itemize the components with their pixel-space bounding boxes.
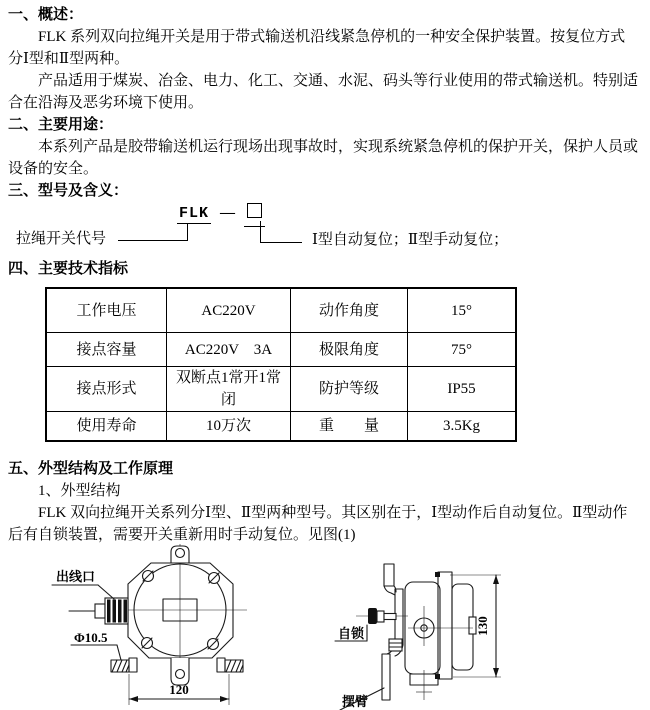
spec-cell: 75° xyxy=(408,333,517,367)
model-left-label: 拉绳开关代号 xyxy=(16,231,107,247)
spec-cell: AC220V 3A xyxy=(167,333,291,367)
lock-bolt xyxy=(389,639,402,651)
figure-1 xyxy=(8,542,638,710)
model-designation-diagram xyxy=(8,202,638,258)
model-right-label: Ⅰ型自动复位；Ⅱ型手动复位； xyxy=(312,232,509,248)
model-connector-vline-left xyxy=(187,223,188,241)
section1-paragraph1: FLK 系列双向拉绳开关是用于带式输送机沿线紧急停机的一种安全保护装置。按复位方式分Ⅰ型和Ⅱ型两种。 xyxy=(8,29,626,67)
front-view-drawing xyxy=(20,542,320,710)
section1-paragraph2: 产品适用于煤炭、冶金、电力、化工、交通、水泥、码头等行业使用的带式输送机。特别适合在沿海及恶劣环境下使用。 xyxy=(8,73,639,111)
height-dimension xyxy=(450,575,501,677)
spec-cell: 接点容量 xyxy=(46,333,167,367)
self-lock-label: 自锁 xyxy=(338,626,365,641)
model-code: FLK xyxy=(179,205,210,222)
side-view-drawing xyxy=(320,542,650,710)
spec-cell: 10万次 xyxy=(167,412,291,442)
spec-cell: 重 量 xyxy=(291,412,408,442)
placeholder-square xyxy=(247,203,262,218)
switch-body-front xyxy=(52,544,247,705)
spec-cell: 接点形式 xyxy=(46,367,167,412)
side-height-dim-label: 130 xyxy=(475,616,490,636)
spec-cell: IP55 xyxy=(408,367,517,412)
spec-cell: 动作角度 xyxy=(291,288,408,333)
outlet-callout xyxy=(52,569,114,599)
section5-subheading: 1、外型结构 xyxy=(38,483,121,499)
section3-heading: 三、型号及含义： xyxy=(8,183,129,199)
spec-cell: 15° xyxy=(408,288,517,333)
outlet-label: 出线口 xyxy=(56,569,96,584)
spec-cell: 极限角度 xyxy=(291,333,408,367)
self-lock-knob xyxy=(356,608,408,624)
section2-paragraph1: 本系列产品是胶带输送机运行现场出现事故时，实现系统紧急停机的保护开关，保护人员或设备的安全。 xyxy=(8,139,639,177)
hole-dia-label: Φ10.5 xyxy=(74,630,108,645)
spec-cell: 双断点1常开1常闭 xyxy=(167,367,291,412)
table-row xyxy=(46,288,516,333)
table-row xyxy=(46,412,516,442)
hole-dia-callout xyxy=(71,630,121,660)
front-width-dim-label: 120 xyxy=(169,682,189,697)
section5-paragraph1: FLK 双向拉绳开关系列分Ⅰ型、Ⅱ型两种型号。其区别在于，Ⅰ型动作后自动复位。Ⅱ型动作后有自锁装置，需要开关重新用时手动复位。见图(1) xyxy=(8,505,628,543)
cable-gland xyxy=(69,598,128,624)
section5-heading: 五、外型结构及工作原理 xyxy=(8,461,174,477)
spec-cell: 3.5Kg xyxy=(408,412,517,442)
model-placeholder-box xyxy=(244,202,265,227)
section1-heading: 一、概述： xyxy=(8,7,84,23)
model-connector-hline-right xyxy=(260,228,302,243)
table-row xyxy=(46,333,516,367)
model-dash: — xyxy=(220,205,236,221)
spec-cell: 使用寿命 xyxy=(46,412,167,442)
self-lock-callout xyxy=(335,625,367,641)
swing-arm-callout xyxy=(340,688,384,710)
spec-table xyxy=(45,287,517,442)
swing-arm-label: 摆臂 xyxy=(342,694,369,709)
table-row xyxy=(46,367,516,412)
swing-arm-bracket xyxy=(382,564,403,700)
spec-cell: 工作电压 xyxy=(46,288,167,333)
spec-cell: 防护等级 xyxy=(291,367,408,412)
section4-heading: 四、主要技术指标 xyxy=(8,261,129,277)
spec-cell: AC220V xyxy=(167,288,291,333)
switch-body-side xyxy=(335,564,501,710)
model-code-line xyxy=(177,202,265,227)
model-connector-hline-left xyxy=(118,226,187,241)
section2-heading: 二、主要用途： xyxy=(8,117,114,133)
